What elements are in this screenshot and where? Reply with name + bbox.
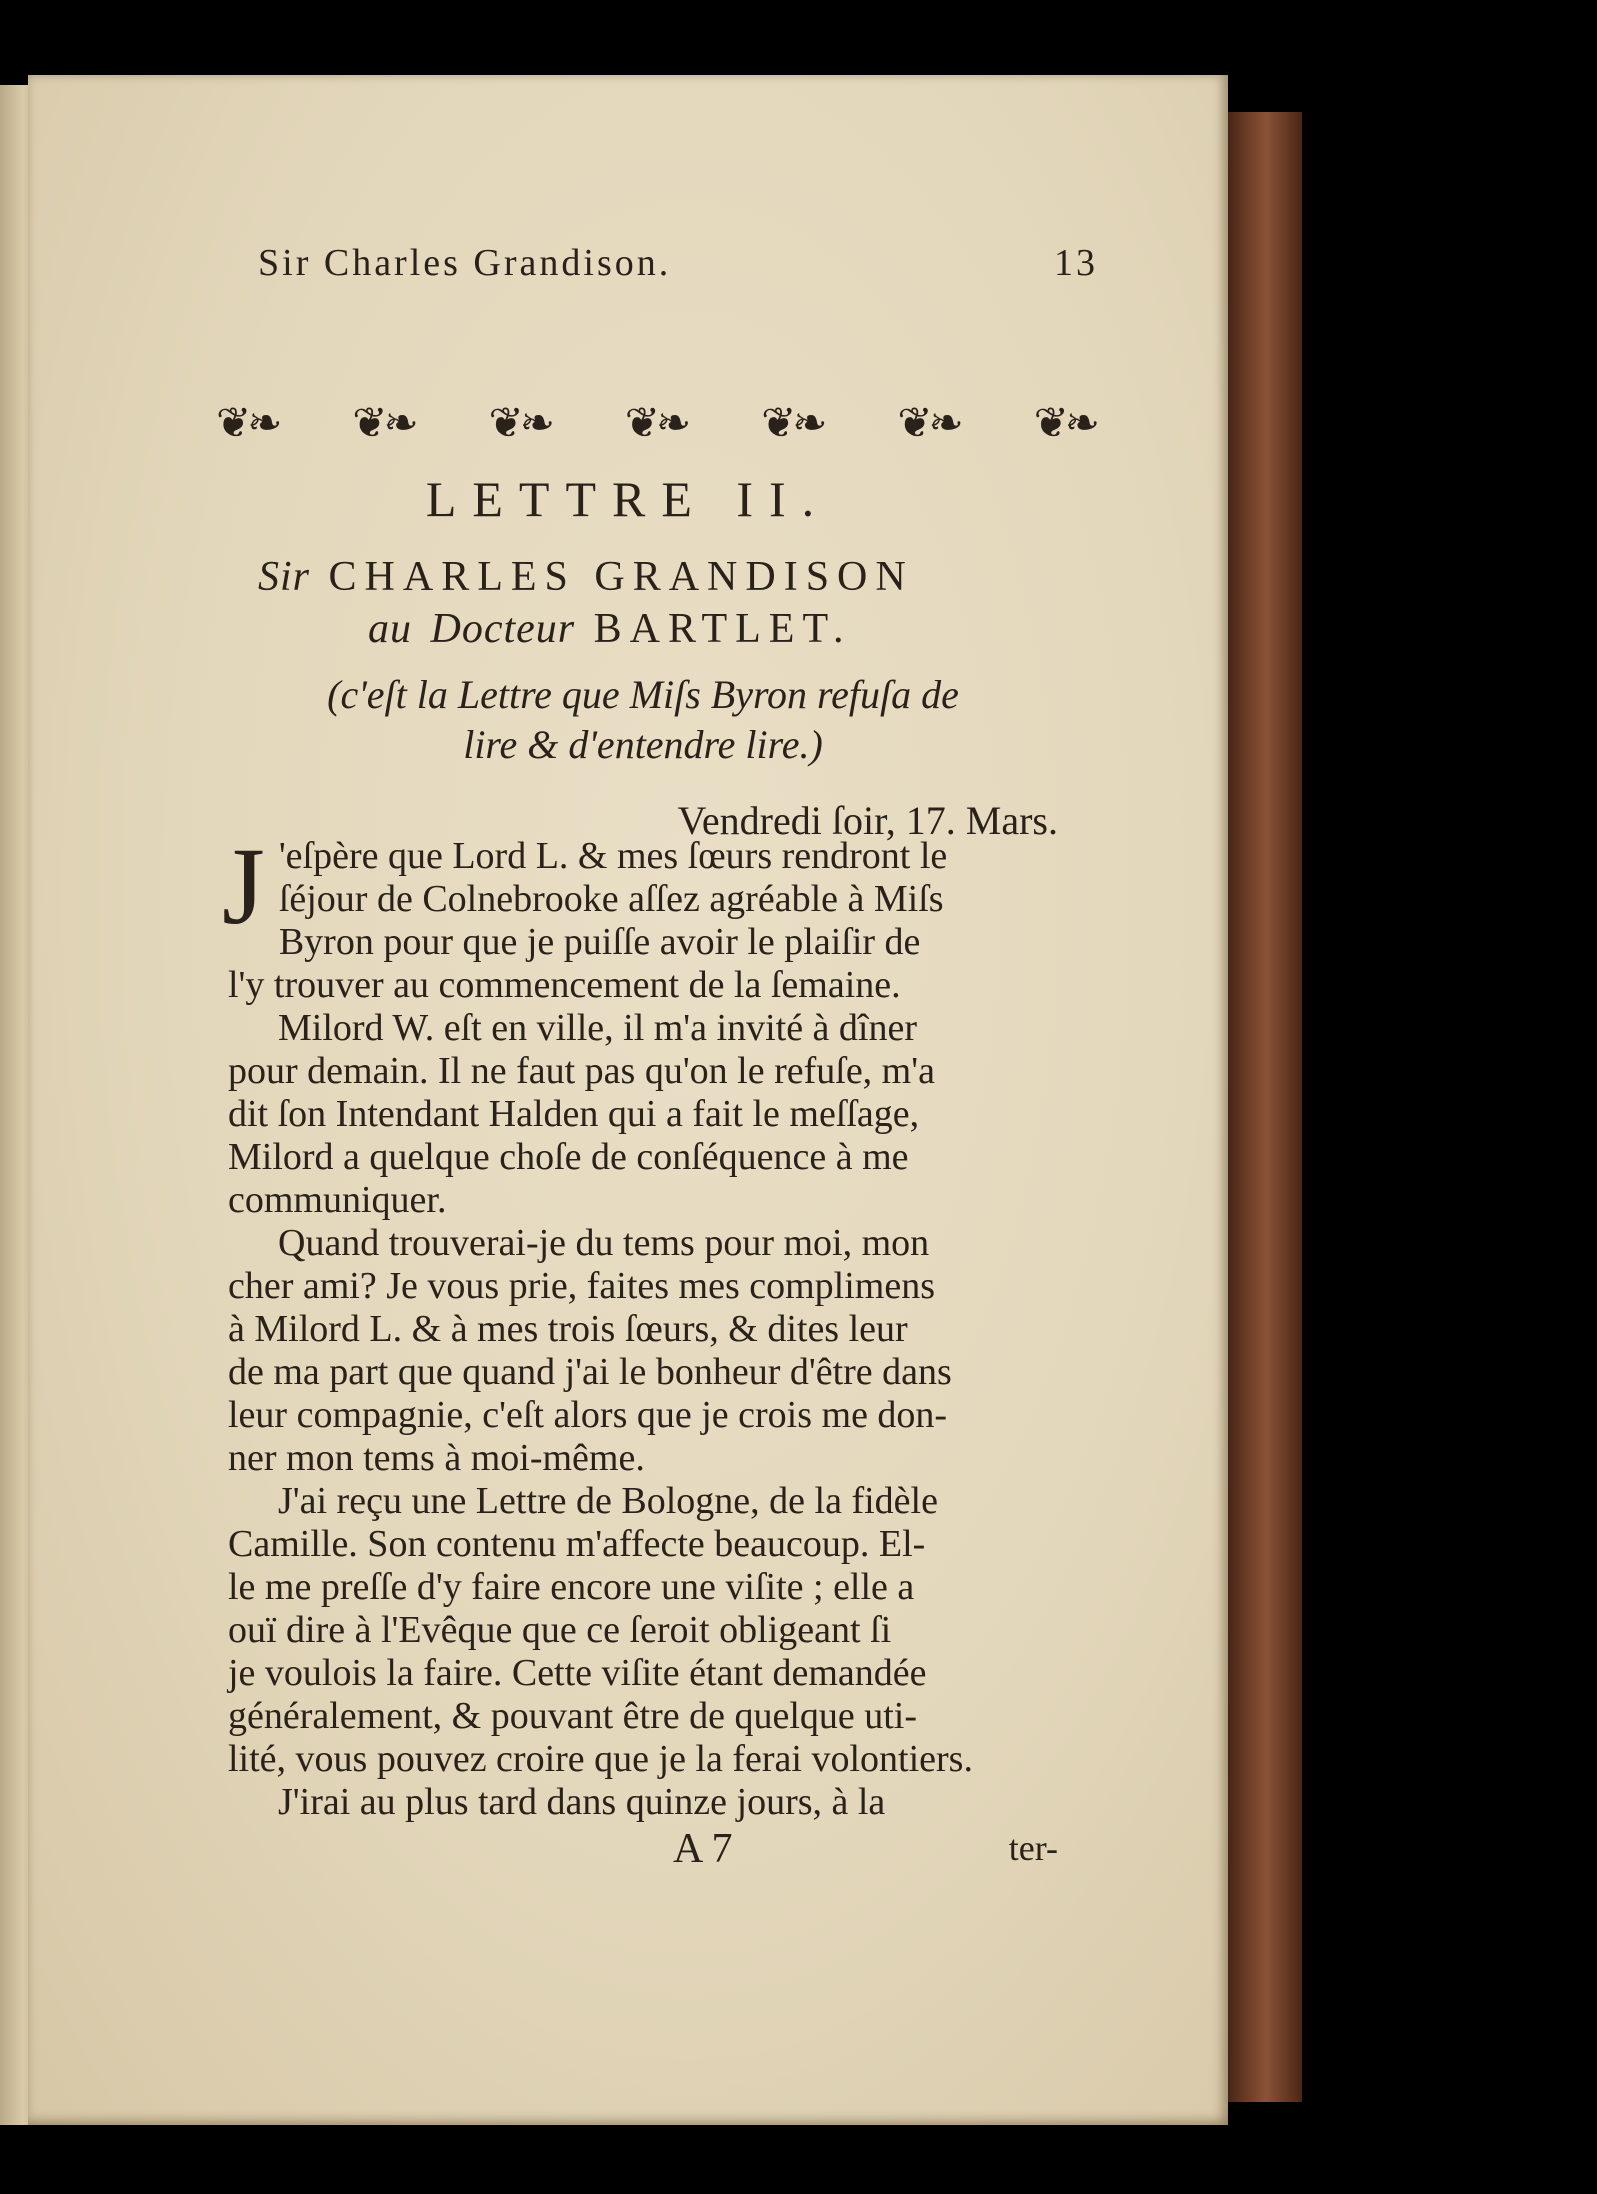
body-line: ſéjour de Colnebrooke aſſez agréable à Miſs: [278, 878, 944, 920]
body-line: Byron pour que je puiſſe avoir le plaiſir de: [278, 921, 921, 963]
letter-title: LETTRE II.: [425, 471, 831, 527]
ornament-icon: ❦❧: [897, 397, 960, 447]
body-line: à Milord L. & à mes trois ſœurs, & dites leur: [228, 1308, 908, 1350]
ornament-icon: ❦❧: [761, 397, 824, 447]
body-line: généralement, & pouvant être de quelque uti-: [228, 1695, 918, 1737]
note-line-1: (c'eſt la Lettre que Miſs Byron refuſa de: [327, 672, 959, 717]
running-head-title: Sir Charles Grandison.: [258, 242, 672, 284]
body-line: Milord W. eſt en ville, il m'a invité à dîner: [278, 1007, 918, 1049]
ornament-icon: ❦❧: [1033, 397, 1096, 447]
ornament-icon: ❦❧: [624, 397, 688, 447]
body-line: J'ai reçu une Lettre de Bologne, de la fidèle: [278, 1480, 938, 1522]
ornament-icon: ❦❧: [216, 397, 279, 447]
running-head: [258, 241, 1098, 285]
book-spine: [1222, 112, 1302, 2102]
letter-body: [222, 825, 1088, 1824]
body-line: ner mon tems à moi-même.: [228, 1437, 645, 1479]
body-line: 'eſpère que Lord L. & mes ſœurs rendront le: [278, 835, 948, 877]
body-line: pour demain. Il ne faut pas qu'on le refuſe, m'a: [228, 1050, 935, 1092]
body-line: je voulois la faire. Cette viſite étant demandée: [228, 1652, 927, 1694]
body-line: leur compagnie, c'eſt alors que je crois me don-: [228, 1394, 948, 1436]
ornament-icon: ❦❧: [488, 397, 551, 447]
catchword: ter-: [1008, 1828, 1058, 1868]
address-line-2: [368, 605, 968, 653]
address-recipient: BARTLET.: [593, 606, 852, 652]
body-line: Milord a quelque choſe de conſéquence à me: [228, 1136, 909, 1178]
body-line: ouï dire à l'Evêque que ce ſeroit obligeant ſi: [228, 1609, 892, 1651]
body-line: de ma part que quand j'ai le bonheur d'être dans: [228, 1351, 952, 1393]
body-line: l'y trouver au commencement de la ſemaine.: [228, 964, 901, 1006]
body-line: lité, vous pouvez croire que je la ferai volontiers.: [228, 1738, 973, 1780]
address-au: au: [368, 606, 412, 652]
address-sir: Sir: [258, 554, 311, 600]
dateline: Vendredi ſoir, 17. Mars.: [677, 798, 1058, 843]
address-line-1: [258, 553, 1028, 601]
body-line: Quand trouverai-je du tems pour moi, mon: [278, 1222, 930, 1264]
drop-cap: J: [222, 825, 265, 947]
note-line-2: lire & d'entendre lire.): [463, 722, 823, 767]
body-line: J'irai au plus tard dans quinze jours, à la: [278, 1781, 886, 1823]
body-line: communiquer.: [228, 1179, 447, 1221]
ornament-row: [216, 397, 1096, 447]
body-line: dit ſon Intendant Halden qui a fait le meſſage,: [228, 1093, 920, 1135]
ornament-icon: ❦❧: [352, 397, 415, 447]
signature-mark: A 7: [673, 1826, 733, 1872]
body-line: le me preſſe d'y faire encore une viſite ; elle a: [228, 1566, 915, 1608]
book-page: [28, 75, 1228, 2125]
body-line: Camille. Son contenu m'affecte beaucoup. El-: [228, 1523, 926, 1565]
body-line: cher ami? Je vous prie, faites mes complimens: [228, 1265, 936, 1307]
address-name: CHARLES GRANDISON: [328, 554, 914, 600]
page-number: 13: [1054, 242, 1098, 284]
address-docteur: Docteur: [430, 606, 576, 652]
